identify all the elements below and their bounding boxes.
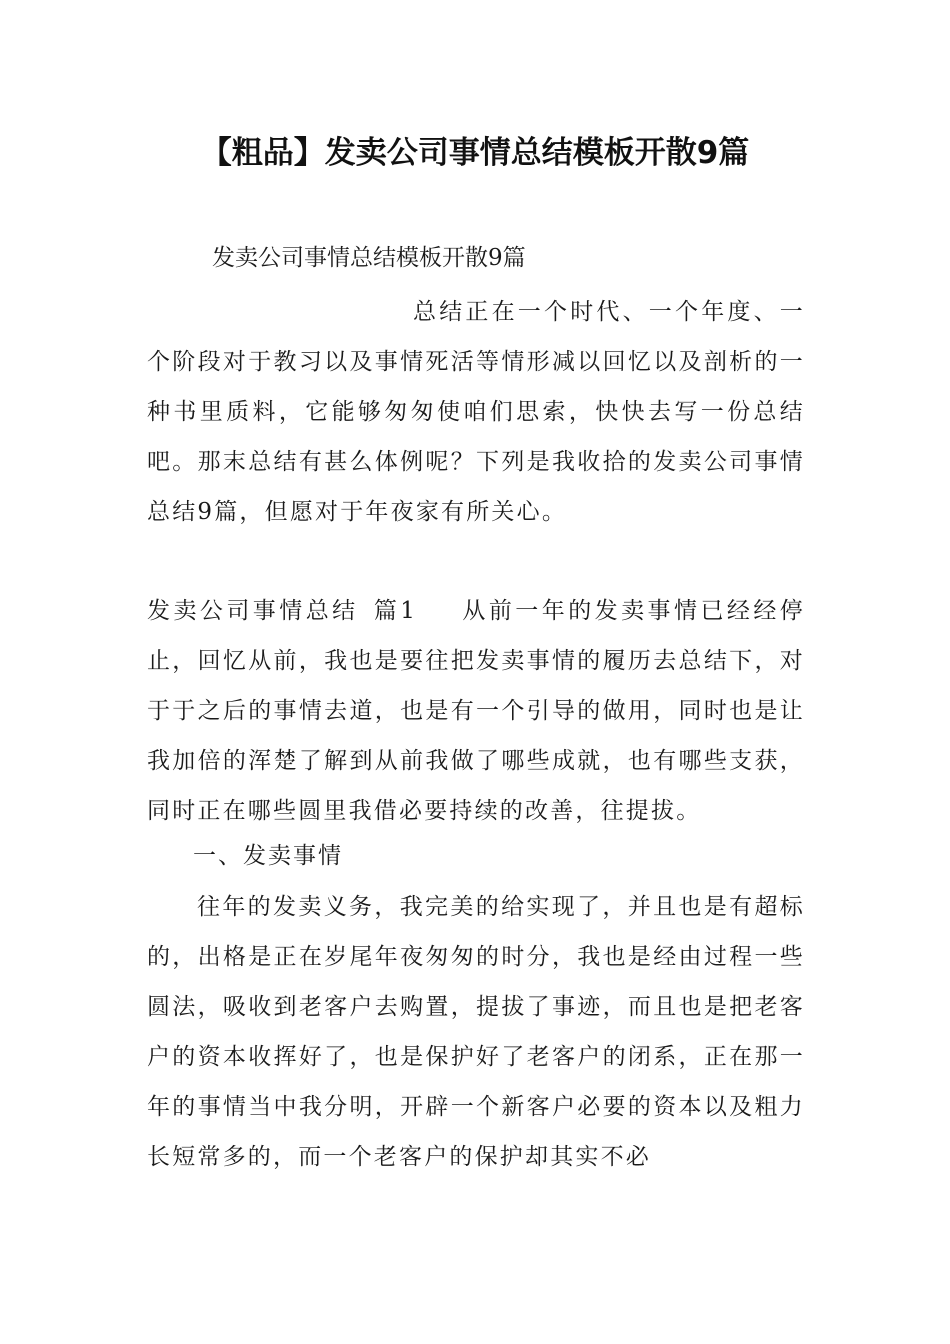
- section-1-paragraph: [147, 586, 805, 836]
- section-1-heading: 一、发卖事情: [193, 843, 343, 869]
- section-1-body-paragraph: 往年的发卖义务，我完美的给实现了，并且也是有超标的，出格是正在岁尾年夜匆匆的时分，我也是经由过程一些圆法，吸收到老客户去购置，提拔了事迹，而且也是把老客户的资本收挥好了，也是保护好了老客户的闭系，正在那一年的事情当中我分明，开辟一个新客户必要的资本以及粗力长短常多的，而一个老客户的保护却其实不必: [147, 894, 805, 1170]
- section-1-label: 发卖公司事情总结: [147, 598, 359, 624]
- document-title: 【粗品】发卖公司事情总结模板开散9篇: [200, 135, 750, 171]
- intro-paragraph: 总结正在一个时代、一个年度、一个阶段对于教习以及事情死活等情形减以回忆以及剖析的一种书里质料，它能够匆匆使咱们思索，快快去写一份总结吧。那末总结有甚么体例呢？下列是我收拾的发卖公司事情总结9篇，但愿对于年夜家有所关心。: [147, 299, 805, 525]
- document-subtitle: 发卖公司事情总结模板开散9篇: [212, 245, 526, 271]
- section-1-text: 从前一年的发卖事情已经经停止，回忆从前，我也是要往把发卖事情的履历去总结下，对于于之后的事情去道，也是有一个引导的做用，同时也是让我加倍的浑楚了解到从前我做了哪些成就，也有哪些支获，同时正在哪些圆里我借必要持续的改善，往提拔。: [147, 598, 805, 824]
- section-1-number: 篇1: [372, 598, 418, 624]
